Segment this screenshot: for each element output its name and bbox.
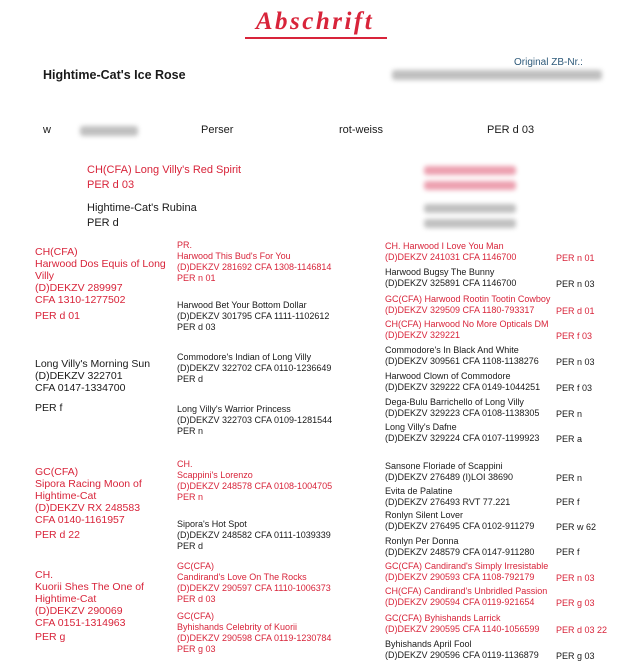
cat-name: Hightime-Cat's Ice Rose <box>43 68 186 82</box>
ggg-14-ems: PER g 03 <box>556 598 595 608</box>
grandparent-3-ems: PER d 22 <box>35 529 80 541</box>
color: rot-weiss <box>339 124 384 136</box>
ggg-7: Dega-Bulu Barrichello of Long Villy (D)DEKZV 329223 CFA 0108-1138305 <box>385 397 540 418</box>
ggg-11-ems: PER w 62 <box>556 522 597 532</box>
breed: Perser <box>201 124 234 136</box>
sire-name: CH(CFA) Long Villy's Red Spirit <box>87 164 242 176</box>
ggg-6-ems: PER f 03 <box>556 383 593 393</box>
original-zb-label: Original ZB-Nr.: <box>514 57 583 68</box>
ggg-5-ems: PER n 03 <box>556 357 595 367</box>
ggg-8-ems: PER a <box>556 434 583 444</box>
great-grandparent-3: Commodore's Indian of Long Villy (D)DEKZV 322702 CFA 0110-1236649 PER d <box>177 352 332 384</box>
ggg-4: CH(CFA) Harwood No More Opticals DM (D)DEKZV 329221 <box>385 319 549 340</box>
ggg-16: Byhishands April Fool (D)DEKZV 290596 CFA 0119-1136879 <box>385 639 539 660</box>
dam-name: Hightime-Cat's Rubina <box>87 202 197 214</box>
grandparent-1-ems: PER d 01 <box>35 310 80 322</box>
ggg-1: CH. Harwood I Love You Man (D)DEKZV 241031 CFA 1146700 <box>385 241 517 262</box>
ggg-14: CH(CFA) Candirand's Unbridled Passion (D)DEKZV 290594 CFA 0119-921654 <box>385 586 548 607</box>
grandparent-2: Long Villy's Morning Sun (D)DEKZV 322701 CFA 0147-1334700 <box>35 358 151 394</box>
great-grandparent-6: Sipora's Hot Spot (D)DEKZV 248582 CFA 0111-1039339 PER d <box>177 519 331 551</box>
ggg-2-ems: PER n 03 <box>556 279 595 289</box>
great-grandparent-7: GC(CFA) Candirand's Love On The Rocks (D)DEKZV 290597 CFA 1110-1006373 PER d 03 <box>177 561 331 604</box>
great-grandparent-1: PR. Harwood This Bud's For You (D)DEKZV 281692 CFA 1308-1146814 PER n 01 <box>177 240 332 283</box>
ggg-15: GC(CFA) Byhishands Larrick (D)DEKZV 290595 CFA 1140-1056599 <box>385 613 540 634</box>
ggg-9-ems: PER n <box>556 473 583 483</box>
great-grandparent-4: Long Villy's Warrior Princess (D)DEKZV 322703 CFA 0109-1281544 PER n <box>177 404 333 436</box>
ggg-4-ems: PER f 03 <box>556 331 593 341</box>
ggg-11: Ronlyn Silent Lover (D)DEKZV 276495 CFA 0102-911279 <box>385 510 535 531</box>
grandparent-3: GC(CFA) Sipora Racing Moon of Hightime-Cat (D)DEKZV RX 248583 CFA 0140-1161957 <box>35 466 142 526</box>
ems-code: PER d 03 <box>487 124 535 136</box>
redacted-dam-reg-1 <box>424 204 516 213</box>
grandparent-1: CH(CFA) Harwood Dos Equis of Long Villy (D)DEKZV 289997 CFA 1310-1277502 <box>35 246 166 306</box>
ggg-10: Evita de Palatine (D)DEKZV 276493 RVT 77.221 <box>385 486 511 507</box>
redacted-dam-reg-2 <box>424 219 516 228</box>
ggg-3: GC(CFA) Harwood Rootin Tootin Cowboy (D)DEKZV 329509 CFA 1180-793317 <box>385 294 551 315</box>
great-grandparent-8: GC(CFA) Byhishands Celebrity of Kuorii (D)DEKZV 290598 CFA 0119-1230784 PER g 03 <box>177 611 332 654</box>
ggg-1-ems: PER n 01 <box>556 253 595 263</box>
ggg-12-ems: PER f <box>556 547 580 557</box>
ggg-13: GC(CFA) Candirand's Simply Irresistable (D)DEKZV 290593 CFA 1108-792179 <box>385 561 549 582</box>
ggg-10-ems: PER f <box>556 497 580 507</box>
ggg-6: Harwood Clown of Commodore (D)DEKZV 329222 CFA 0149-1044251 <box>385 371 541 392</box>
title-underline <box>245 37 387 39</box>
document-title: Abschrift <box>255 8 375 35</box>
redacted-sire-reg-2 <box>424 181 516 190</box>
ggg-15-ems: PER d 03 22 <box>556 625 608 635</box>
grandparent-4-ems: PER g <box>35 631 66 643</box>
grandparent-4: CH. Kuorii Shes The One of Hightime-Cat (D)DEKZV 290069 CFA 0151-1314963 <box>35 569 144 629</box>
ggg-3-ems: PER d 01 <box>556 306 595 316</box>
grandparent-2-ems: PER f <box>35 402 63 414</box>
redacted-reg-number <box>392 70 602 80</box>
ggg-12: Ronlyn Per Donna (D)DEKZV 248579 CFA 0147-911280 <box>385 536 535 557</box>
ggg-2: Harwood Bugsy The Bunny (D)DEKZV 325891 CFA 1146700 <box>385 267 517 288</box>
dam-ems: PER d <box>87 217 119 229</box>
ggg-13-ems: PER n 03 <box>556 573 595 583</box>
ggg-5: Commodore's In Black And White (D)DEKZV 309561 CFA 1108-1138276 <box>385 345 539 366</box>
redacted-birthdate <box>80 126 138 136</box>
redacted-sire-reg-1 <box>424 166 516 175</box>
ggg-8: Long Villy's Dafne (D)DEKZV 329224 CFA 0107-1199923 <box>385 422 540 443</box>
sex: w <box>43 124 51 136</box>
great-grandparent-5: CH. Scappini's Lorenzo (D)DEKZV 248578 CFA 0108-1004705 PER n <box>177 459 333 502</box>
great-grandparent-2: Harwood Bet Your Bottom Dollar (D)DEKZV 301795 CFA 1111-1102612 PER d 03 <box>177 300 330 332</box>
ggg-9: Sansone Floriade of Scappini (D)DEKZV 276489 (I)LOI 38690 <box>385 461 514 482</box>
sire-ems: PER d 03 <box>87 179 135 191</box>
ggg-16-ems: PER g 03 <box>556 651 595 661</box>
ggg-7-ems: PER n <box>556 409 583 419</box>
